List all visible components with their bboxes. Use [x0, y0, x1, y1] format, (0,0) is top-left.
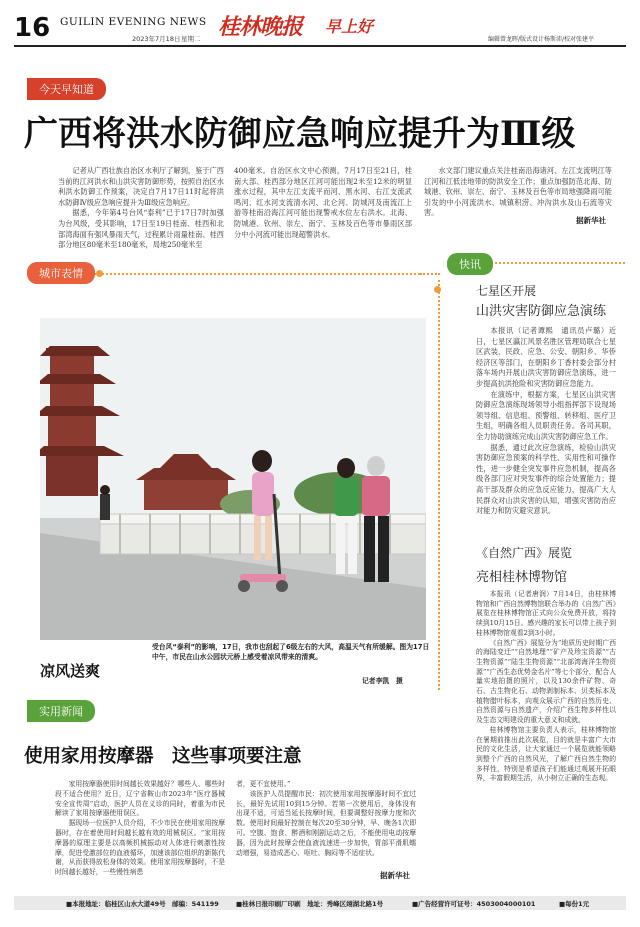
- masthead: [0, 0, 640, 50]
- footer-print: ■桂林日报印刷厂印刷 地址：秀峰区翊湖北路1号: [236, 900, 384, 908]
- paragraph: 据悉，今年第4号台风“泰利”已于17日7时加强为台风级，受其影响，17日至19日桂南、桂西和北部湾海面有强风暴雨天气，过程累计雨量桂南、桂西部分地区80毫米至180毫米，局地250毫米至: [58, 208, 224, 250]
- lead-column-1: [58, 166, 224, 251]
- photo-credit: 记者李凯 摄: [362, 677, 403, 685]
- story2-body: [476, 590, 616, 784]
- paragraph: 家用按摩器使用时间越长效果越好？哪些人、哪些时段不适合使用？近日，辽宁省鞍山市2023年“医疗器械安全宣传周”启动，医护人员在义诊的同时，着重为市民解读了家用按摩器使用误区。: [55, 780, 225, 818]
- paragraph: 400毫米。自治区水文中心预测，7月17日至21日，桂南大部、桂西部分地区江河可能出现2米至12米的明显涨水过程，其中左江支流平而河、黑水河、右江支流武鸣河、红水河支流清水河、北仑河、防城河及南流江上游等桂南沿海江河可能出现警戒水位左右洪水。北海、防城港、钦州、崇左、南宁、玉林及百色等市暴雨区部分中小河流可能出现超警洪水。: [234, 166, 412, 239]
- lead-column-3: [424, 166, 612, 219]
- park-bridge-scene: [40, 318, 426, 640]
- lead-column-2: [234, 166, 412, 240]
- section-tag-lead: 今天早知道: [27, 78, 106, 100]
- section-tag-bottom: 实用新闻: [27, 700, 95, 722]
- masthead-rule: [14, 45, 626, 47]
- section-name: 早上好: [325, 17, 374, 36]
- editors: 编辑曾龙晖/版式设计杨斯沛/校对张建平: [488, 36, 595, 43]
- footer-address: ■本报地址：临桂区山水大道49号 邮编：541199: [66, 900, 219, 908]
- photo-caption: 受台风“泰利”的影响，17日，我市也刮起了6级左右的大风，高温天气有所缓解。图为17日中午，市民在山水公园状元桥上感受着凉风带来的清爽。: [152, 643, 430, 661]
- paragraph: 水文部门建议重点关注桂南沿海诸河、左江支流明江等江河和江低洼地带的防洪安全工作；重点加强防范北海、防城港、钦州、崇左、南宁、玉林及百色等市局地强降雨可能引发的中小河流洪水、城镇积涝、冲沟洪水及山石流等灾害。: [424, 166, 612, 218]
- photo-image: [40, 318, 426, 640]
- paragraph: 据现场一位医护人员介绍，不少市民在使用家用按摩器时，存在着使用时间越长越有效的用械误区。“家用按摩器的原理主要是以高频机械振动对人体进行刺激性按摩，促进受激部位的血液循环，加速该部位组织的新陈代谢，从而获得放松身体的效果。使用家用按摩器时，不是时间越长越好，一些慢性病患: [55, 819, 225, 877]
- paragraph: 该医护人员提醒市民：初次使用家用按摩器时间不宜过长，最好先试用10到15分钟。若第一次使用后，身体没有出现不适，可适当延长按摩时间，但要调整好按摩力度和次数。使用时间最好控制在每次20至30分钟，早、晚各1次即可。空腹、饱食、醉酒和刚剧运动之后，不能使用电动按摩器，因为此时按摩会使血液流速进一步加快，胃部平滑肌蠕动增强，易造成恶心、呕吐、胸闷等不适症状。: [236, 789, 416, 857]
- bottom-headline: 使用家用按摩器 这些事项要注意: [24, 746, 302, 767]
- story2-headline: 亮相桂林博物馆: [476, 570, 568, 585]
- story2-kicker: 《自然广西》展览: [476, 546, 573, 560]
- divider-dot: [96, 270, 103, 277]
- bottom-column-1: [55, 780, 225, 878]
- paper-name-en: GUILIN EVENING NEWS: [60, 16, 207, 28]
- paragraph: 本报讯（记者谭熙 通讯员卢璐）近日，七星区瀛江风景名胜区管理局联合七星区武装、民政、应急、公安、朝阳乡、华侨经济区等部门，在朝阳乡丁香村委会部分村落车场内开展山洪灾害防御应急演练，进一步提高抗洪抢险和灾害防御应急能力。: [476, 326, 616, 388]
- lead-headline: 广西将洪水防御应急响应提升为Ⅲ级: [24, 114, 576, 154]
- story1-body: [476, 326, 616, 517]
- footer-license: ■广告经营许可证号：4503004000101: [412, 900, 536, 908]
- paragraph: 本报讯（记者唐润）7月14日，由桂林博物馆和广西自然博物馆联合举办的《自然广西》展览在桂林博物馆正式向公众免费开放，将持续到10月15日。感兴趣的家长可以带上孩子到桂林博物馆观看2到3小时。: [476, 590, 616, 637]
- section-tag-news: 快讯: [447, 253, 493, 275]
- paragraph: 记者从广西壮族自治区水利厅了解到，鉴于广西当前的江河洪水和山洪灾害防御形势，按照自治区水利洪水防御工作预案，决定自7月17日11时起将洪水防御Ⅳ级应急响应提升为Ⅲ级应急响应。: [58, 166, 224, 207]
- weekday: 星期二: [181, 35, 201, 43]
- paragraph: 桂林博物馆主要负责人表示，桂林博物馆在暑期前推出此次展览，目的就是丰富广大市民的文化生活，让大家通过一个展览就能领略到整个广西的自然风光，了解广西自然生物的多样性，特别是希望孩子们能通过观展开拓眼界，丰富假期生活，从小树立正确的生态观。: [476, 725, 616, 783]
- paragraph: 据悉，通过此次应急演练，检验山洪灾害防御应急预案的科学性、实用性和可操作性，进一步健全突发事件应急机制，提高各级各部门应对突发事件的综合处置能力；提高干部及群众的应急反应能力，提高广大人民群众对山洪灾害的认知，增强灾害防治应对能力和防灾避灾意识。: [476, 442, 616, 516]
- divider-dotted: [495, 262, 625, 264]
- story1-headline: 山洪灾害防御应急演练: [476, 304, 607, 319]
- sidebar-divider: [438, 280, 442, 690]
- lead-credit: 据新华社: [576, 216, 606, 225]
- page-number: 16: [14, 13, 51, 43]
- footer-bar: [14, 896, 626, 910]
- divider-dotted: [90, 273, 420, 275]
- photo-title: 凉风送爽: [40, 662, 101, 680]
- story1-kicker: 七星区开展: [476, 284, 537, 298]
- bottom-credit: 据新华社: [380, 871, 410, 880]
- section-tag-photo: 城市表情: [27, 262, 95, 284]
- paragraph: 者，更不宜使用。”: [236, 780, 291, 788]
- paper-name-cn: 桂林晚报: [218, 14, 303, 40]
- divider-dotted: [420, 273, 440, 275]
- paragraph: 《自然广西》展览分为“地质历史时期广西的海陆变迁”“自然地理”“矿产及珍宝资源”“古生物资源”“陆生生物资源”“北部湾海洋生物资源”“广西生态优势金名片”等七个部分，配合人量实地拍摄的照片，以及130余件矿物、奇石、古生物化石、动物剥制标本、贝类标本及植物腊叶标本，向观众展示广西的自然历史、自然资源与自然遗产，介绍广西生物多样性以及生态文明建设的重大意义和成就。: [476, 638, 616, 725]
- date: 2023年7月18日: [132, 35, 181, 43]
- footer-price: ■每份1元: [559, 900, 590, 908]
- paragraph: 在演练中，根据方案，七星区山洪灾害防御应急演练现场领导小组指挥部下设现场领导组、信息组、预警组、转移组、医疗卫生组，明确各组人员职责任务。各司其职，全力协助演练完成山洪灾害防御应急工作。: [476, 389, 616, 441]
- bottom-column-2: [236, 780, 416, 858]
